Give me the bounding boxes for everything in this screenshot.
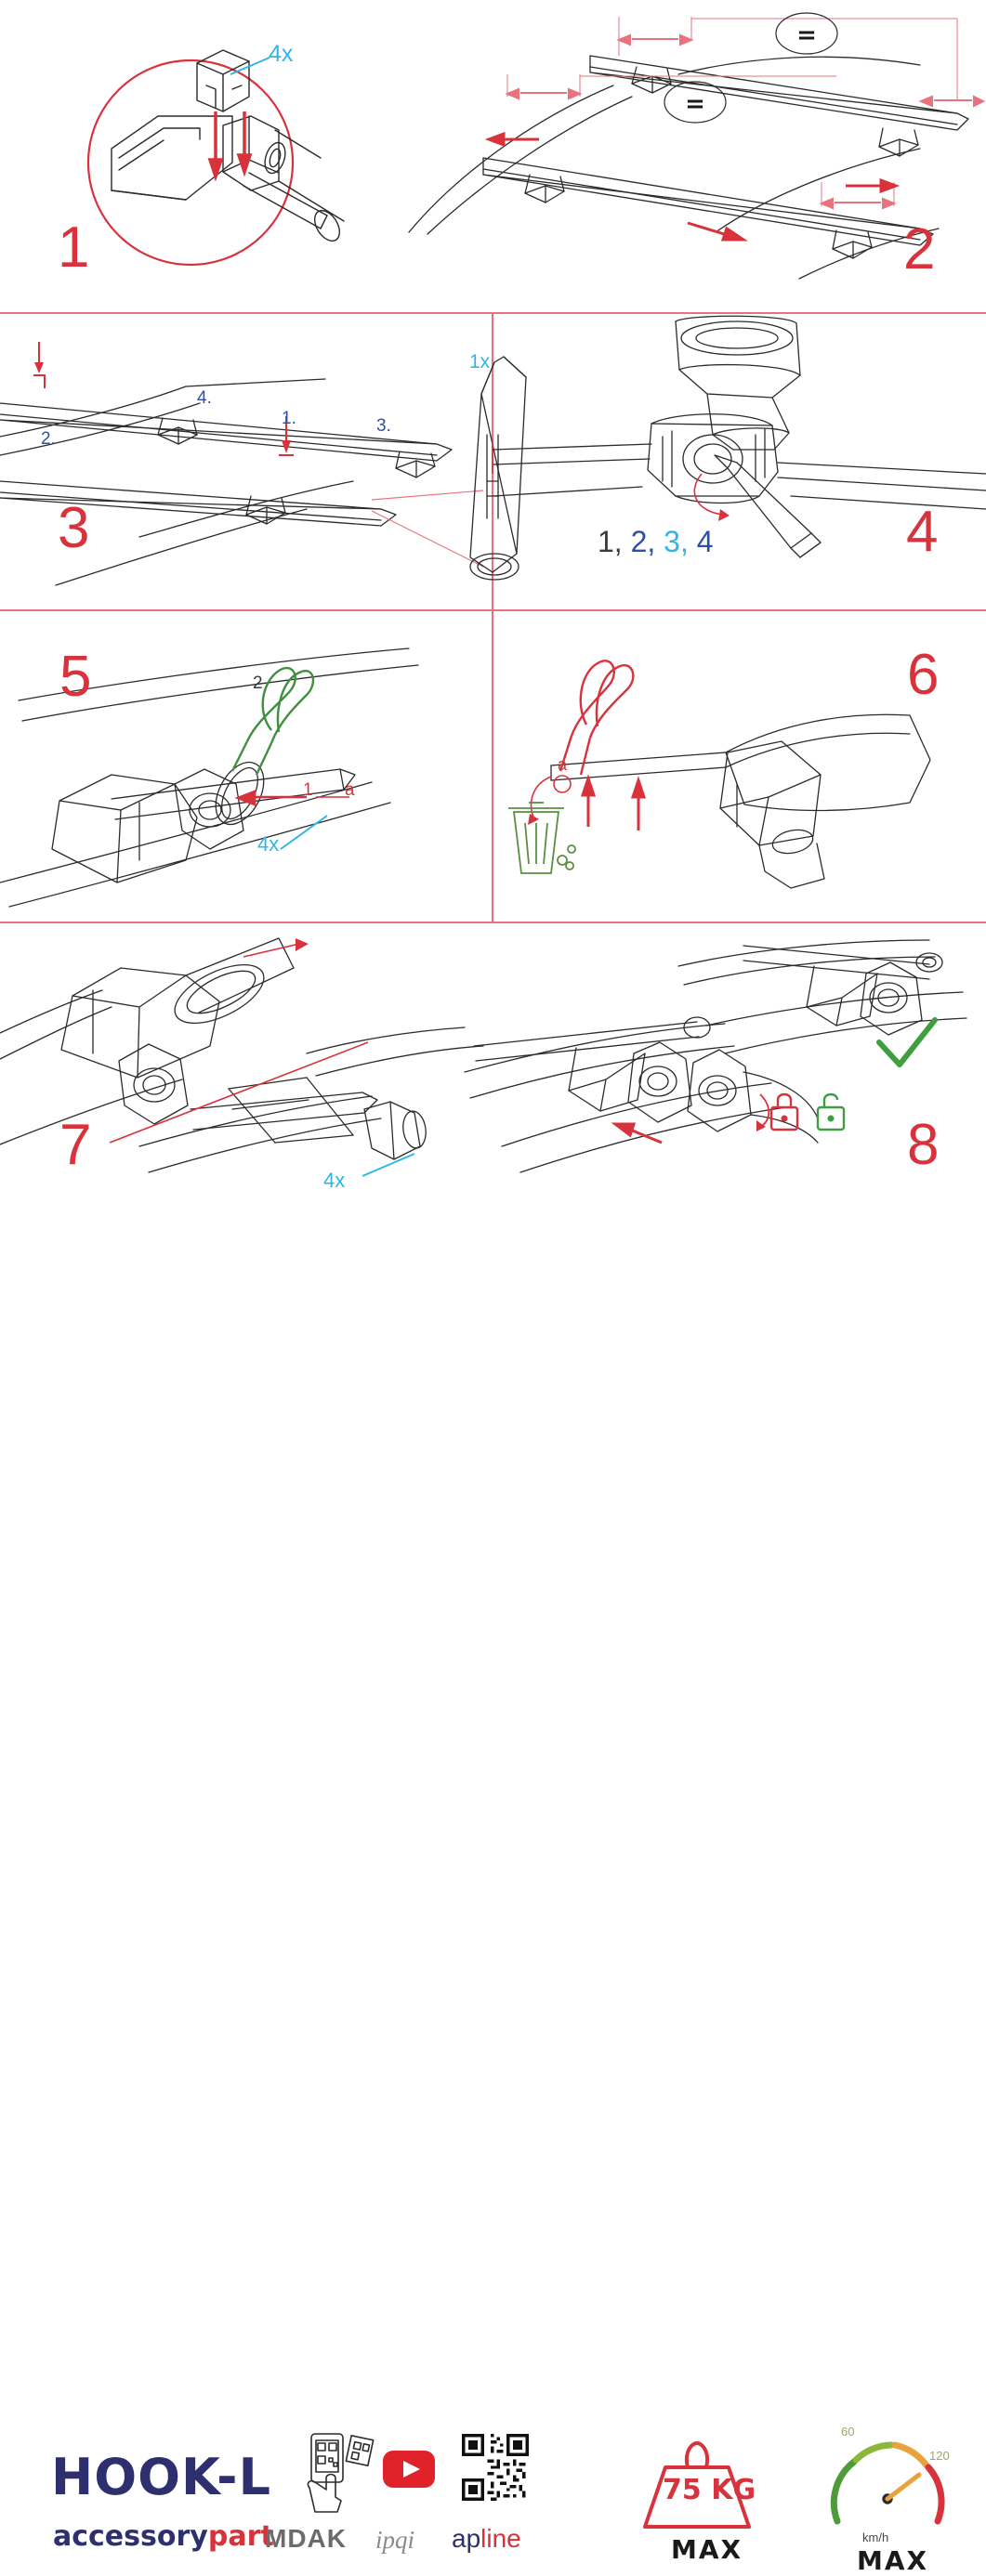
step-1-qty-label: 4x bbox=[269, 41, 294, 67]
step-2-number: 2 bbox=[903, 217, 937, 281]
step-5-number: 5 bbox=[59, 645, 93, 709]
step-2-illustration bbox=[400, 0, 986, 312]
apline-suffix: line bbox=[480, 2524, 521, 2553]
step-3-number: 3 bbox=[58, 496, 91, 560]
step-3-qty-label: 1x bbox=[469, 351, 491, 373]
step-1-number: 1 bbox=[58, 216, 91, 280]
weight-value: 75 KG bbox=[663, 2474, 756, 2506]
svg-text:=: = bbox=[796, 21, 817, 49]
logo-ipqi: ipqi bbox=[375, 2526, 415, 2554]
weight-max-label: MAX bbox=[671, 2534, 743, 2565]
step-5-order-1: 1 bbox=[303, 780, 313, 800]
apline-prefix: ap bbox=[452, 2524, 481, 2553]
speed-tick-60: 60 bbox=[841, 2425, 855, 2439]
scan-qr-phone-icon bbox=[302, 2432, 375, 2514]
step-3-illustration bbox=[0, 314, 492, 609]
step-8-number: 8 bbox=[907, 1113, 940, 1177]
step-5-qty-label: 4x bbox=[257, 832, 280, 856]
step-3-order-2: 2. bbox=[41, 429, 56, 449]
step-4-tighten-sequence: 1, 2, 3, 4 bbox=[598, 525, 714, 558]
step-3-order-4: 4. bbox=[197, 388, 212, 408]
step-4-number: 4 bbox=[906, 500, 940, 564]
step-5-order-2: 2 bbox=[253, 673, 263, 693]
step-3-order-1: 1. bbox=[282, 409, 296, 428]
logo-apline bbox=[452, 2524, 521, 2554]
step-7-number: 7 bbox=[59, 1113, 93, 1177]
brand-suffix: part bbox=[207, 2520, 274, 2553]
brand-name bbox=[53, 2520, 274, 2553]
svg-text:=: = bbox=[685, 90, 705, 118]
step-7-qty-label: 4x bbox=[323, 1169, 346, 1192]
logo-mdak: MDAK bbox=[265, 2524, 347, 2553]
brand-prefix: accessory bbox=[53, 2520, 208, 2553]
youtube-icon[interactable] bbox=[383, 2451, 435, 2488]
step-6-number: 6 bbox=[907, 643, 940, 707]
step-4-illustration bbox=[493, 314, 986, 609]
qr-code bbox=[462, 2434, 529, 2501]
speed-unit-label: km/h bbox=[862, 2530, 889, 2544]
speed-tick-120: 120 bbox=[929, 2449, 950, 2463]
footer bbox=[0, 1208, 986, 2576]
speed-max-label: MAX bbox=[857, 2545, 929, 2576]
step-3-order-3: 3. bbox=[376, 416, 391, 436]
speedometer-icon bbox=[822, 2432, 953, 2536]
product-title: HOOK-L bbox=[51, 2448, 271, 2506]
step-6-label-a: a bbox=[558, 755, 568, 774]
step-5-label-a: a bbox=[345, 780, 355, 800]
